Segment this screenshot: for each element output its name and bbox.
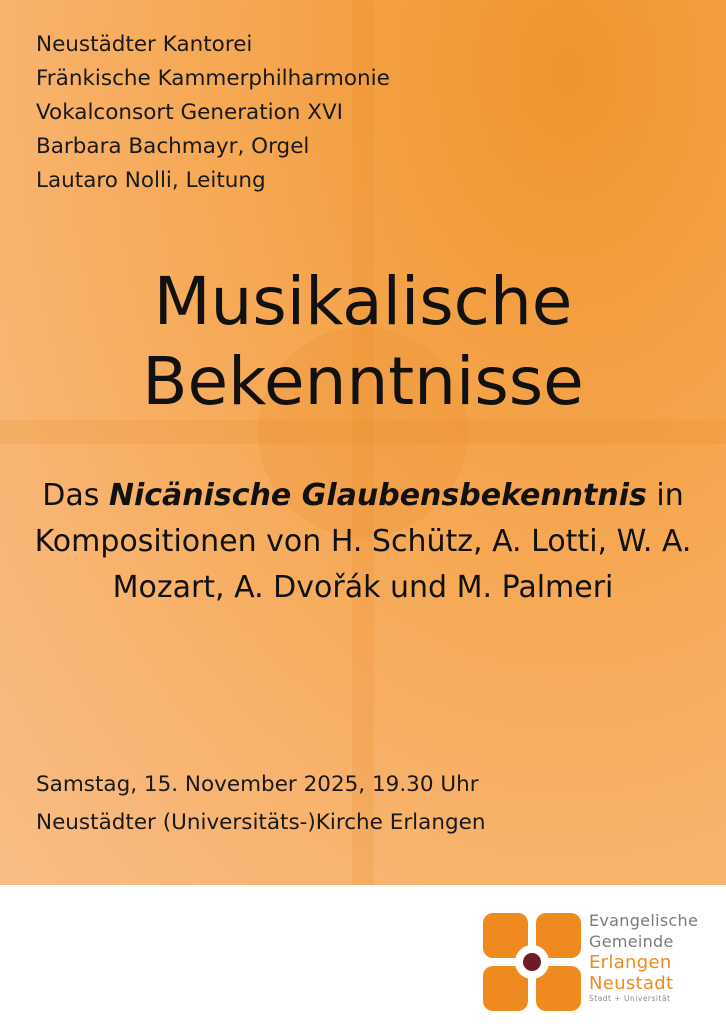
- logo-text: [589, 910, 698, 1004]
- logo-line-4: Neustadt: [589, 973, 674, 994]
- performer-item: Barbara Bachmayr, Orgel: [36, 134, 310, 159]
- title-line-2: Bekenntnisse: [142, 343, 584, 420]
- event-venue: Neustädter (Universitäts-)Kirche Erlangen: [36, 810, 486, 835]
- performer-item: Vokalconsort Generation XVI: [36, 100, 344, 125]
- event-date: Samstag, 15. November 2025, 19.30 Uhr: [36, 772, 479, 797]
- event-details: [36, 766, 485, 842]
- logo-line-1: Evangelische: [589, 911, 699, 930]
- subtitle-rest: in Kompositionen von H. Schütz, A. Lotti, W. A. Mozart, A. Dvořák und M. Palmeri: [34, 478, 692, 605]
- logo-line-5: Stadt + Universität: [589, 994, 671, 1003]
- church-logo: [483, 910, 713, 1010]
- church-cross-icon: [483, 913, 581, 1011]
- logo-line-3: Erlangen: [589, 952, 672, 973]
- program-description: [20, 473, 706, 611]
- logo-line-2: Gemeinde: [589, 932, 674, 951]
- performers-list: [36, 28, 390, 198]
- subtitle-prefix: Das: [42, 478, 109, 513]
- performer-item: Fränkische Kammerphilharmonie: [36, 66, 390, 91]
- performer-item: Lautaro Nolli, Leitung: [36, 168, 266, 193]
- subtitle-emphasis: Nicänische Glaubensbekenntnis: [108, 478, 647, 513]
- title-line-1: Musikalische: [153, 263, 573, 340]
- performer-item: Neustädter Kantorei: [36, 32, 253, 57]
- concert-title: [0, 262, 726, 422]
